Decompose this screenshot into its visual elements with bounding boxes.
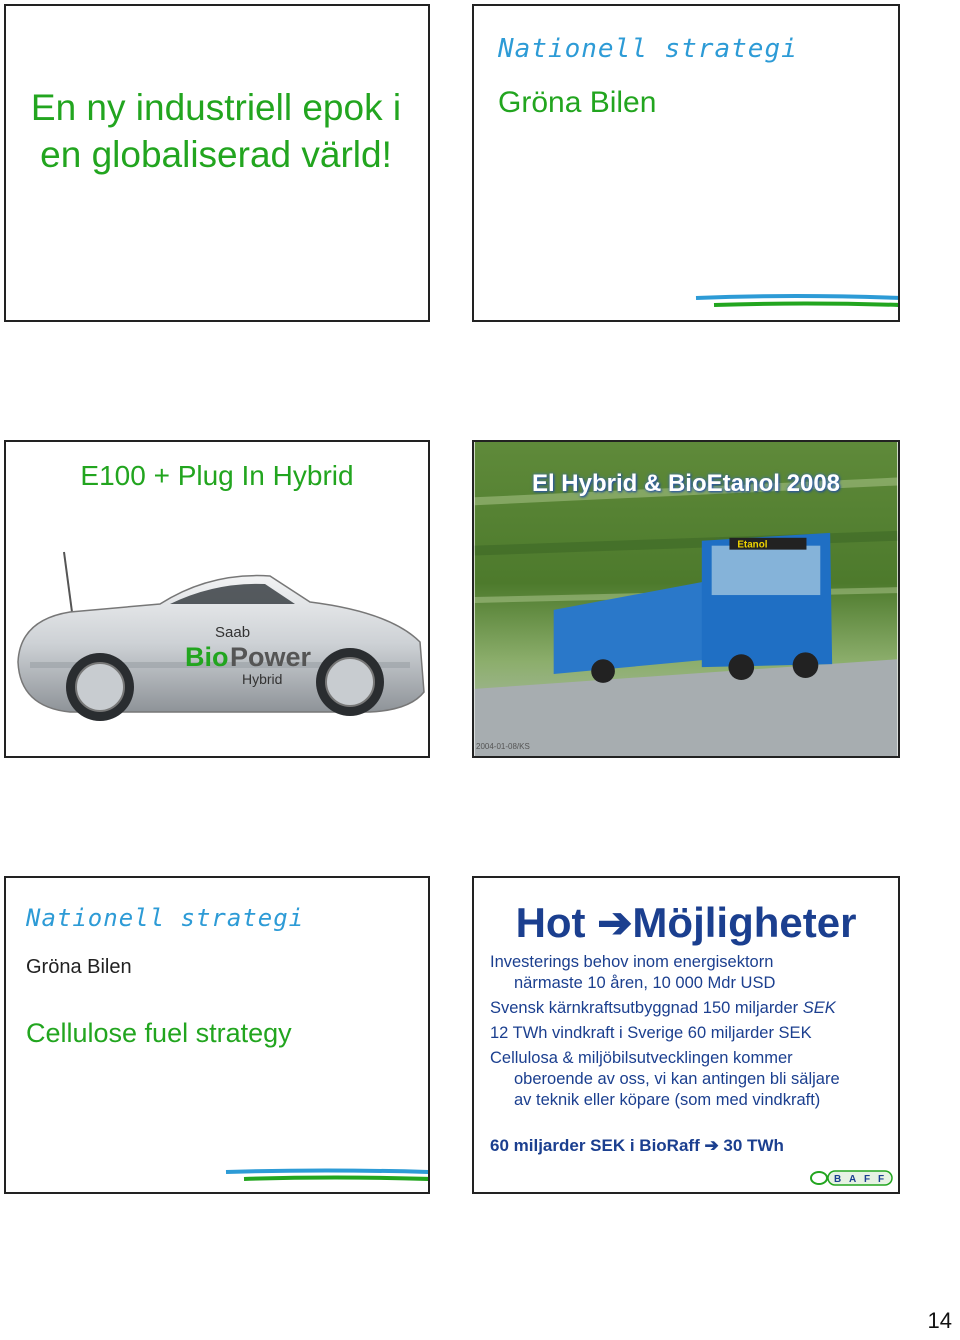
slide-6-footer: 60 miljarder SEK i BioRaff ➔ 30 TWh (490, 1136, 784, 1155)
slide-2-title: Gröna Bilen (498, 86, 657, 119)
car-logo-hybrid: Hybrid (242, 671, 283, 687)
car-logo-saab: Saab (215, 624, 251, 641)
svg-text:B: B (834, 1174, 842, 1185)
page-number: 14 (927, 1308, 952, 1333)
slide-2 (472, 4, 900, 322)
arrow-icon: ➔ (597, 899, 633, 946)
bus-sign: Etanol (737, 539, 768, 551)
opportunity-list (490, 952, 894, 1115)
list-item: Investerings behov inom energisektorn närmaste 10 åren, 10 000 Mdr USD (490, 953, 776, 992)
slide-2-subtitle: Nationell strategi (498, 34, 798, 64)
svg-text:F: F (864, 1174, 871, 1185)
svg-text:A: A (849, 1174, 857, 1185)
slide-6 (472, 876, 900, 1194)
title-mojligheter: Möjligheter (632, 899, 857, 946)
car-logo-power: Power (230, 642, 312, 672)
slide-4 (472, 440, 900, 758)
swoosh-decoration (694, 290, 900, 314)
slide-1 (4, 4, 430, 322)
title-hot: Hot (515, 899, 598, 946)
arrow-icon: ➔ (704, 1136, 719, 1155)
baff-logo (810, 1168, 894, 1188)
slide-6-title (474, 898, 898, 947)
slide-5-title: Gröna Bilen (26, 956, 132, 978)
swoosh-decoration (224, 1166, 430, 1188)
car-logo-bio: Bio (185, 642, 229, 672)
slide-3-title: E100 + Plug In Hybrid (80, 460, 354, 491)
slide-4-title: El Hybrid & BioEtanol 2008 (531, 470, 841, 497)
slide-5-topic: Cellulose fuel strategy (26, 1018, 292, 1048)
list-item: Svensk kärnkraftsutbyggnad 150 miljarder SEK (490, 999, 836, 1017)
slide-5 (4, 876, 430, 1194)
car-image (10, 542, 428, 732)
list-item: 12 TWh vindkraft i Sverige 60 miljarder SEK (490, 1024, 812, 1042)
slide-5-subtitle: Nationell strategi (26, 904, 305, 932)
slide-3 (4, 440, 430, 758)
date-note: 2004-01-08/KS (476, 742, 530, 751)
list-item: Cellulosa & miljöbilsutvecklingen kommer oberoende av oss, vi kan antingen bli säljare av teknik eller köpare (som med vindkraft) (490, 1049, 840, 1109)
slide-1-title: En ny industriell epok i en globaliserad värld! (30, 87, 402, 175)
svg-text:F: F (878, 1174, 885, 1185)
